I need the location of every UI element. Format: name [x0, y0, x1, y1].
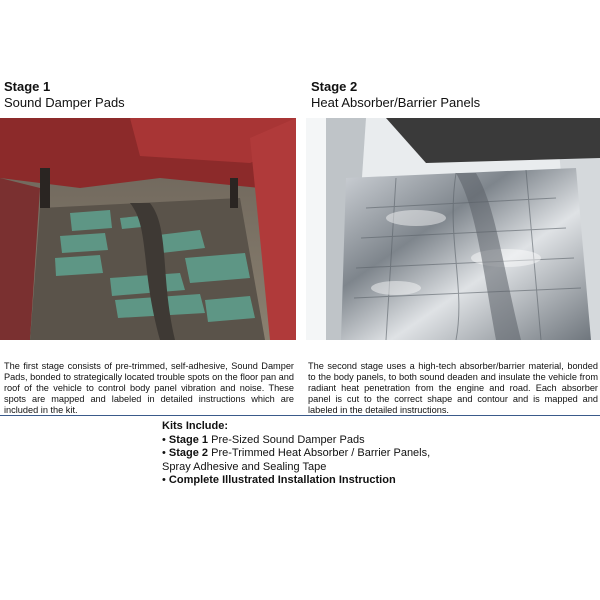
kit-item-bold: Stage 2 — [168, 447, 209, 459]
stage2-photo — [306, 118, 600, 340]
kit-item-bold: Complete Illustrated Installation Instruction — [168, 474, 396, 486]
bullet-icon: • — [162, 474, 166, 486]
section-divider — [0, 415, 600, 416]
kit-item — [162, 447, 442, 474]
kit-item — [162, 434, 442, 448]
stage1-title: Stage 1 — [4, 79, 51, 94]
stage2-title: Stage 2 — [311, 79, 358, 94]
kit-item-text: Pre-Trimmed Heat Absorber / Barrier Panels, Spray Adhesive and Sealing Tape — [162, 447, 431, 473]
kit-item — [162, 474, 442, 488]
stage1-heading — [4, 79, 125, 111]
kit-item-text: Pre-Sized Sound Damper Pads — [208, 433, 365, 446]
bullet-icon: • — [162, 433, 166, 446]
kits-title: Kits Include: — [162, 420, 229, 432]
kit-item-bold: Stage 1 — [168, 433, 209, 446]
stage1-photo — [0, 118, 296, 340]
stage2-subtitle: Heat Absorber/Barrier Panels — [311, 95, 481, 110]
bullet-icon: • — [162, 447, 166, 459]
stage2-heading — [311, 79, 480, 111]
stage1-description: The first stage consists of pre-trimmed, self-adhesive, Sound Damper Pads, bonded to strategically located trouble spots on the floor pan and roof of the vehicle to control body panel vibration and noise. These spots are mapped and labeled in detailed instructions which are included in the kit. — [4, 361, 294, 416]
stage2-description: The second stage uses a high-tech absorber/barrier material, bonded to the body panels, to both sound deaden and insulate the vehicle from radiant heat penetration from the engine and road. Each absorber panel is cut to the correct shape and contour and is mapped and labeled in the detailed instructions. — [308, 361, 598, 416]
kits-include-list — [162, 420, 442, 488]
stage1-subtitle: Sound Damper Pads — [4, 95, 125, 110]
